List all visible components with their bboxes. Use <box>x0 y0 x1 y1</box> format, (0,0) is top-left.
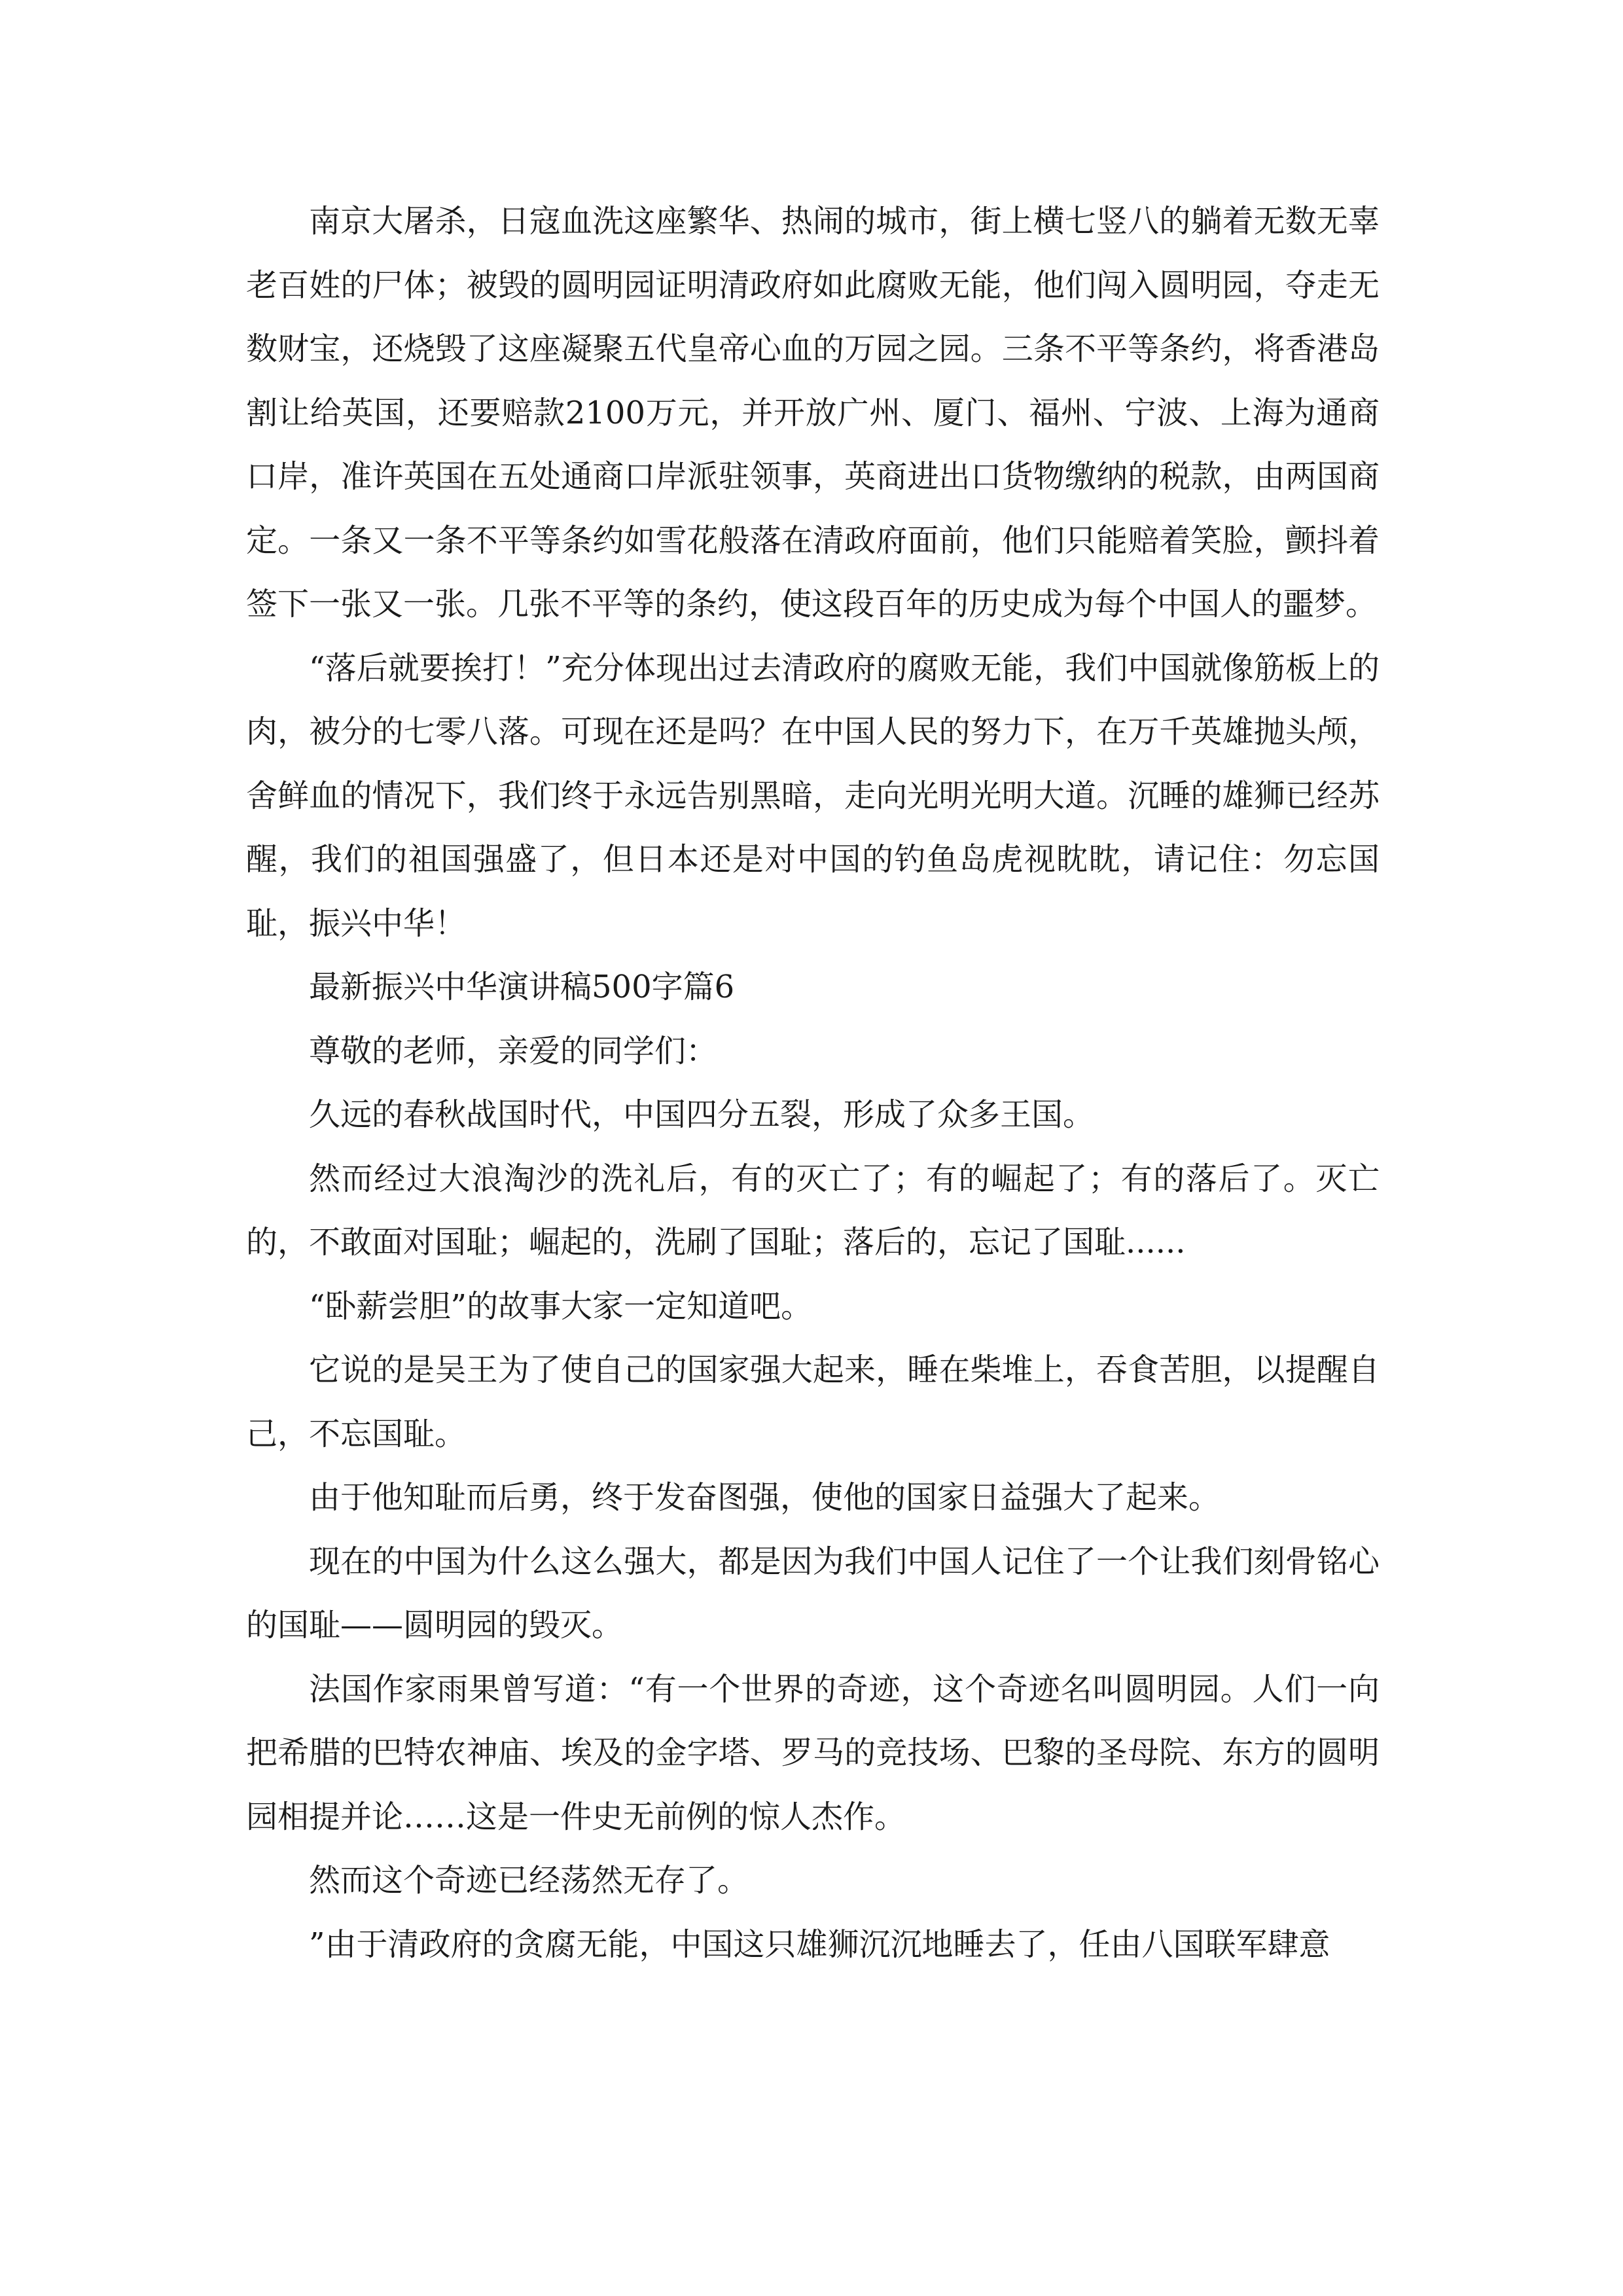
speech-paragraph: 然而经过大浪淘沙的洗礼后，有的灭亡了；有的崛起了；有的落后了。灭亡的，不敢面对国耻；崛起的，洗刷了国耻；落后的，忘记了国耻...... <box>246 1160 1380 1261</box>
speech-paragraph: 久远的春秋战国时代，中国四分五裂，形成了众多王国。 <box>309 1096 1095 1133</box>
speech-paragraph: 法国作家雨果曾写道：“有一个世界的奇迹，这个奇迹名叫圆明园。人们一向把希腊的巴特农神庙、埃及的金字塔、罗马的竞技场、巴黎的圣母院、东方的圆明园相提并论……这是一件史无前例的惊人杰作。 <box>246 1670 1380 1835</box>
section-title: 最新振兴中华演讲稿500字篇6 <box>309 969 735 1005</box>
speech-greeting: 尊敬的老师，亲爱的同学们： <box>309 1032 718 1069</box>
speech-paragraph: 由于他知耻而后勇，终于发奋图强，使他的国家日益强大了起来。 <box>309 1479 1221 1516</box>
paragraph-backward: “落后就要挨打！”充分体现出过去清政府的腐败无能，我们中国就像筋板上的肉，被分的七零八落。可现在还是吗？在中国人民的努力下，在万千英雄抛头颅，舍鲜血的情况下，我们终于永远告别黑暗，走向光明光明大道。沉睡的雄狮已经苏醒，我们的祖国强盛了，但日本还是对中国的钓鱼岛虎视眈眈，请记住：勿忘国耻，振兴中华！ <box>246 649 1380 942</box>
speech-paragraph: 它说的是吴王为了使自己的国家强大起来，睡在柴堆上，吞食苦胆，以提醒自己，不忘国耻。 <box>246 1352 1380 1452</box>
speech-paragraph: “卧薪尝胆”的故事大家一定知道吧。 <box>309 1287 813 1325</box>
speech-paragraph: ”由于清政府的贪腐无能，中国这只雄狮沉沉地睡去了，任由八国联军肆意 <box>309 1926 1330 1963</box>
speech-paragraph: 现在的中国为什么这么强大，都是因为我们中国人记住了一个让我们刻骨铭心的国耻——圆明园的毁灭。 <box>246 1543 1380 1643</box>
speech-paragraph: 然而这个奇迹已经荡然无存了。 <box>309 1862 749 1899</box>
document-page <box>246 190 1380 1977</box>
paragraph-nanjing: 南京大屠杀，日寇血洗这座繁华、热闹的城市，街上横七竖八的躺着无数无辜老百姓的尸体；被毁的圆明园证明清政府如此腐败无能，他们闯入圆明园，夺走无数财宝，还烧毁了这座凝聚五代皇帝心血的万园之园。三条不平等条约，将香港岛割让给英国，还要赔款2100万元，并开放广州、厦门、福州、宁波、上海为通商口岸，准许英国在五处通商口岸派驻领事，英商进出口货物缴纳的税款，由两国商定。一条又一条不平等条约如雪花般落在清政府面前，他们只能赔着笑脸，颤抖着签下一张又一张。几张不平等的条约，使这段百年的历史成为每个中国人的噩梦。 <box>246 203 1380 622</box>
